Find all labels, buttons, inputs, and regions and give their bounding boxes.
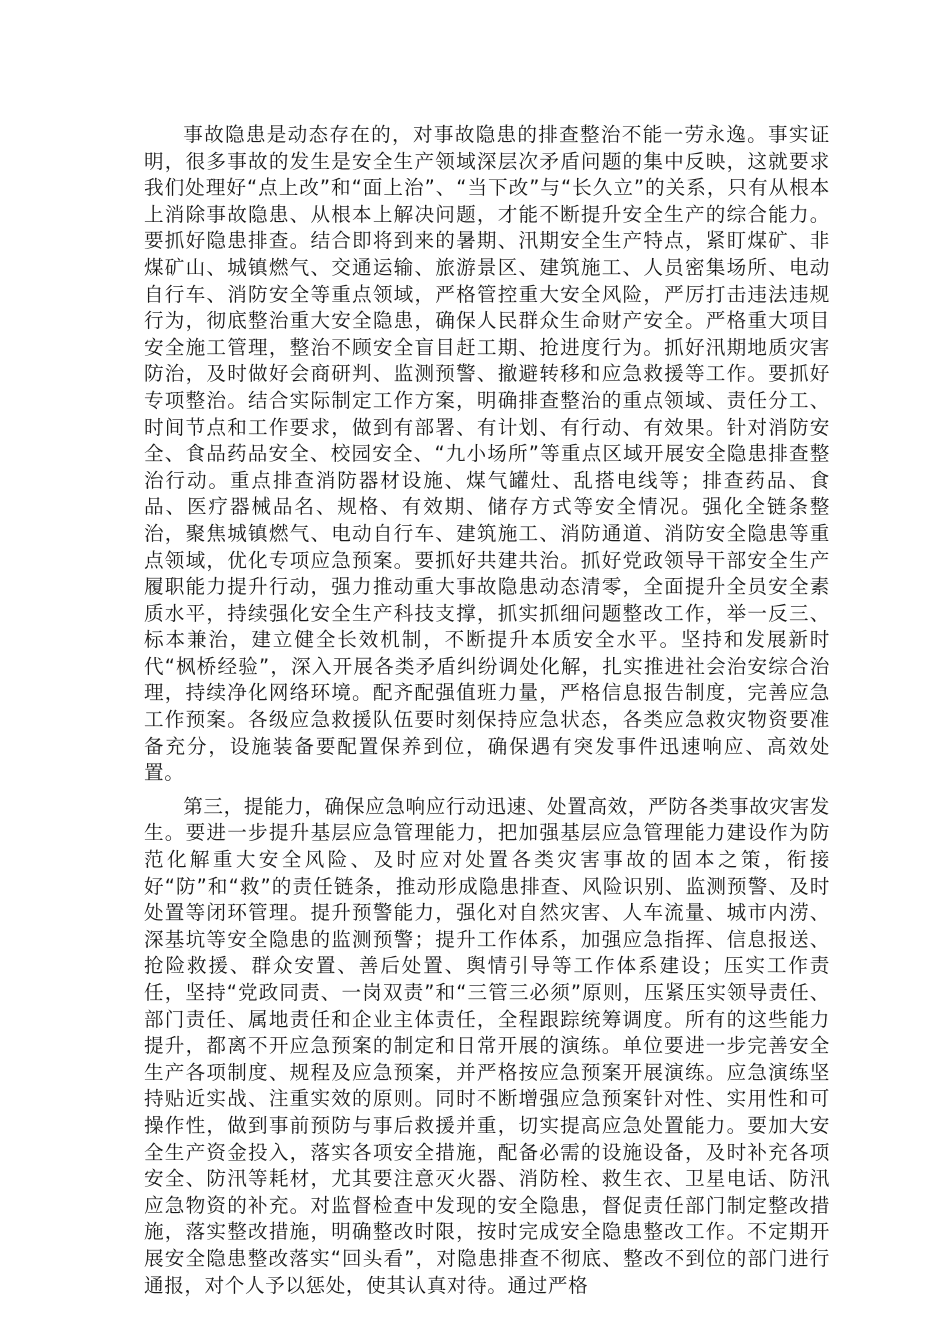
document-page (144, 122, 830, 1299)
paragraph-third-capability: 第三，提能力，确保应急响应行动迅速、处置高效，严防各类事故灾害发生。要进一步提升基层应急管理能力，把加强基层应急管理能力建设作为防范化解重大安全风险、及时应对处置各类灾害事故的固本之策，衔接好“防”和“救”的责任链条，推动形成隐患排查、风险识别、监测预警、及时处置等闭环管理。提升预警能力，强化对自然灾害、人车流量、城市内涝、深基坑等安全隐患的监测预警；提升工作体系，加强应急指挥、信息报送、抢险救援、群众安置、善后处置、舆情引导等工作体系建设；压实工作责任，坚持“党政同责、一岗双责”和“三管三必须”原则，压紧压实领导责任、部门责任、属地责任和企业主体责任，全程跟踪统筹调度。所有的这些能力提升，都离不开应急预案的制定和日常开展的演练。单位要进一步完善安全生产各项制度、规程及应急预案，并严格按应急预案开展演练。应急演练坚持贴近实战、注重实效的原则。同时不断增强应急预案针对性、实用性和可操作性，做到事前预防与事后救援并重，切实提高应急处置能力。要加大安全生产资金投入，落实各项安全措施，配备必需的设施设备，及时补充各项安全、防汛等耗材，尤其要注意灭火器、消防栓、救生衣、卫星电话、防汛应急物资的补充。对监督检查中发现的安全隐患，督促责任部门制定整改措施，落实整改措施，明确整改时限，按时完成安全隐患整改工作。不定期开展安全隐患整改落实“回头看”，对隐患排查不彻底、整改不到位的部门进行通报，对个人予以惩处，使其认真对待。通过严格 (144, 794, 830, 1297)
paragraph-hazard-rectification: 事故隐患是动态存在的，对事故隐患的排查整治不能一劳永逸。事实证明，很多事故的发生是安全生产领域深层次矛盾问题的集中反映，这就要求我们处理好“点上改”和“面上治”、“当下改”与“长久立”的关系，只有从根本上消除事故隐患、从根本上解决问题，才能不断提升安全生产的综合能力。要抓好隐患排查。结合即将到来的暑期、汛期安全生产特点，紧盯煤矿、非煤矿山、城镇燃气、交通运输、旅游景区、建筑施工、人员密集场所、电动自行车、消防安全等重点领域，严格管控重大安全风险，严厉打击违法违规行为，彻底整治重大安全隐患，确保人民群众生命财产安全。严格重大项目安全施工管理，整治不顾安全盲目赶工期、抢进度行为。抓好汛期地质灾害防治，及时做好会商研判、监测预警、撤避转移和应急救援等工作。要抓好专项整治。结合实际制定工作方案，明确排查整治的重点领域、责任分工、时间节点和工作要求，做到有部署、有计划、有行动、有效果。针对消防安全、食品药品安全、校园安全、“九小场所”等重点区域开展安全隐患排查整治行动。重点排查消防器材设施、煤气罐灶、乱搭电线等；排查药品、食品、医疗器械品名、规格、有效期、储存方式等安全情况。强化全链条整治，聚焦城镇燃气、电动自行车、建筑施工、消防通道、消防安全隐患等重点领域，优化专项应急预案。要抓好共建共治。抓好党政领导干部安全生产履职能力提升行动，强力推动重大事故隐患动态清零，全面提升全员安全素质水平，持续强化安全生产科技支撑，抓实抓细问题整改工作，举一反三、标本兼治，建立健全长效机制，不断提升本质安全水平。坚持和发展新时代“枫桥经验”，深入开展各类矛盾纠纷调处化解，扎实推进社会治安综合治理，持续净化网络环境。配齐配强值班力量，严格信息报告制度，完善应急工作预案。各级应急救援队伍要时刻保持应急状态，各类应急救灾物资要准备充分，设施装备要配置保养到位，确保遇有突发事件迅速响应、高效处置。 (144, 123, 830, 785)
